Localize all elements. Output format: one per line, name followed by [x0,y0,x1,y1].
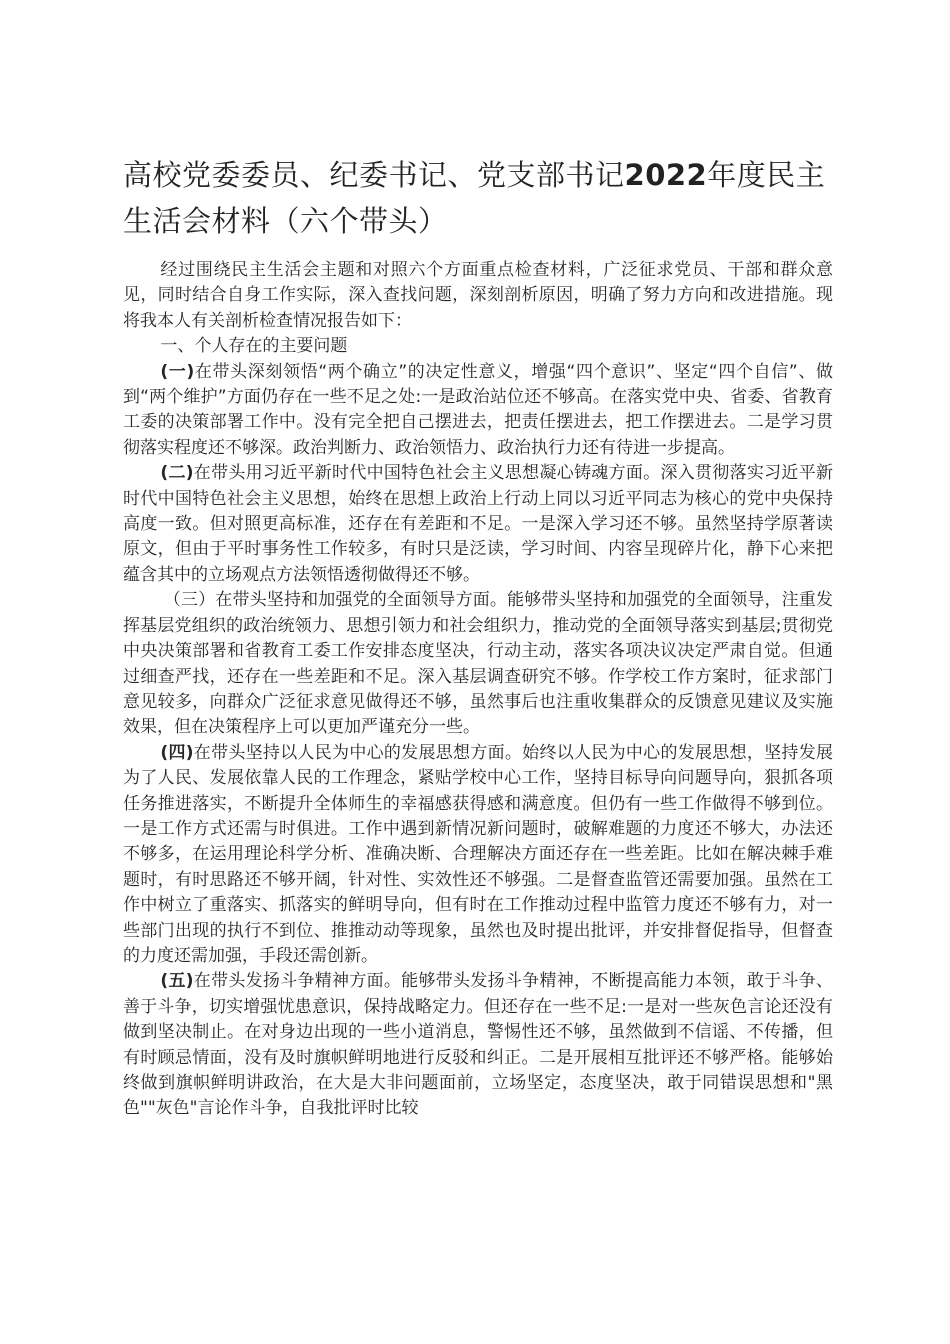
item-text: 在带头坚持和加强党的全面领导方面。能够带头坚持和加强党的全面领导，注重发挥基层党组织的政治统领力、思想引领力和社会组织力，推动党的全面领导落实到基层;贯彻党中央决策部署和省教育工委工作安排态度坚决，行动主动，落实各项决议决定严肃自觉。但通过细查严找，还存在一些差距和不足。深入基层调查研究不够。作学校工作方案时，征求部门意见较多，向群众广泛征求意见做得还不够，虽然事后也注重收集群众的反馈意见建议及实施效果，但在决策程序上可以更加严谨充分一些。 [123,590,834,738]
title-part2: 年度民主生活会材料（六个带头） [123,158,826,238]
item-number: （三） [163,590,216,611]
item-text: 在带头坚持以人民为中心的发展思想方面。始终以人民为中心的发展思想，坚持发展为了人民、发展依靠人民的工作理念，紧贴学校中心工作，坚持目标导向问题导向，狠抓各项任务推进落实，不断提升全体师生的幸福感获得感和满意度。但仍有一些工作做得不够到位。一是工作方式还需与时俱进。工作中遇到新情况新问题时，破解难题的力度还不够大，办法还不够多，在运用理论科学分析、准确决断、合理解决方面还存在一些差距。比如在解决棘手难题时，有时思路还不够开阔，针对性、实效性还不够强。二是督查监管还需要加强。虽然在工作中树立了重落实、抓落实的鲜明导向，但有时在工作推动过程中监管力度还不够有力，对一些部门出现的执行不到位、推推动动等现象，虽然也及时提出批评，并安排督促指导，但督查的力度还需加强，手段还需创新。 [123,742,833,966]
item-text: 在带头深刻领悟“两个确立”的决定性意义，增强“四个意识”、坚定“四个自信”、做到“两个维护”方面仍存在一些不足之处:一是政治站位还不够高。在落实党中央、省委、省教育工委的决策部署工作中。没有完全把自己摆进去，把责任摆进去，把工作摆进去。二是学习贯彻落实程度还不够深。政治判断力、政治领悟力、政治执行力还有待进一步提高。 [123,361,833,458]
item-text: 在带头用习近平新时代中国特色社会主义思想凝心铸魂方面。深入贯彻落实习近平新时代中国特色社会主义思想，始终在思想上政治上行动上同以习近平同志为核心的党中央保持高度一致。但对照更高标准，还存在有差距和不足。一是深入学习还不够。虽然坚持学原著读原文，但由于平时事务性工作较多，有时只是泛读，学习时间、内容呈现碎片化，静下心来把蕴含其中的立场观点方法领悟透彻做得还不够。 [123,463,833,585]
section-heading: 一、个人存在的主要问题 [160,336,348,357]
item-paragraph-5 [123,969,833,1121]
item-number: (四) [160,742,194,763]
item-paragraph-1 [123,360,833,462]
item-paragraph-3 [123,588,833,740]
item-number: (一) [160,361,195,382]
title-year: 2022 [624,158,708,192]
item-number: (五) [160,971,194,992]
item-number: (二) [160,463,194,484]
document-title [123,152,833,244]
item-paragraph-2 [123,461,833,588]
item-paragraph-4 [123,741,833,970]
title-part1: 高校党委委员、纪委书记、党支部书记 [123,158,625,192]
item-text: 在带头发扬斗争精神方面。能够带头发扬斗争精神，不断提高能力本领，敢于斗争、善于斗争，切实增强忧患意识，保持战略定力。但还存在一些不足:一是对一些灰色言论还没有做到坚决制止。在对身边出现的一些小道消息，警惕性还不够，虽然做到不信谣、不传播，但有时顾忌情面，没有及时旗帜鲜明地进行反驳和纠正。二是开展相互批评还不够严格。能够始终做到旗帜鲜明讲政治，在大是大非问题面前，立场坚定，态度坚决，敢于同错误思想和"黑色""灰色"言论作斗争，自我批评时比较 [123,971,833,1119]
intro-paragraph: 经过围绕民主生活会主题和对照六个方面重点检查材料，广泛征求党员、干部和群众意见，同时结合自身工作实际，深入查找问题，深刻剖析原因，明确了努力方向和改进措施。现将我本人有关剖析检查情况报告如下： [123,260,833,331]
document-page [123,152,833,1122]
